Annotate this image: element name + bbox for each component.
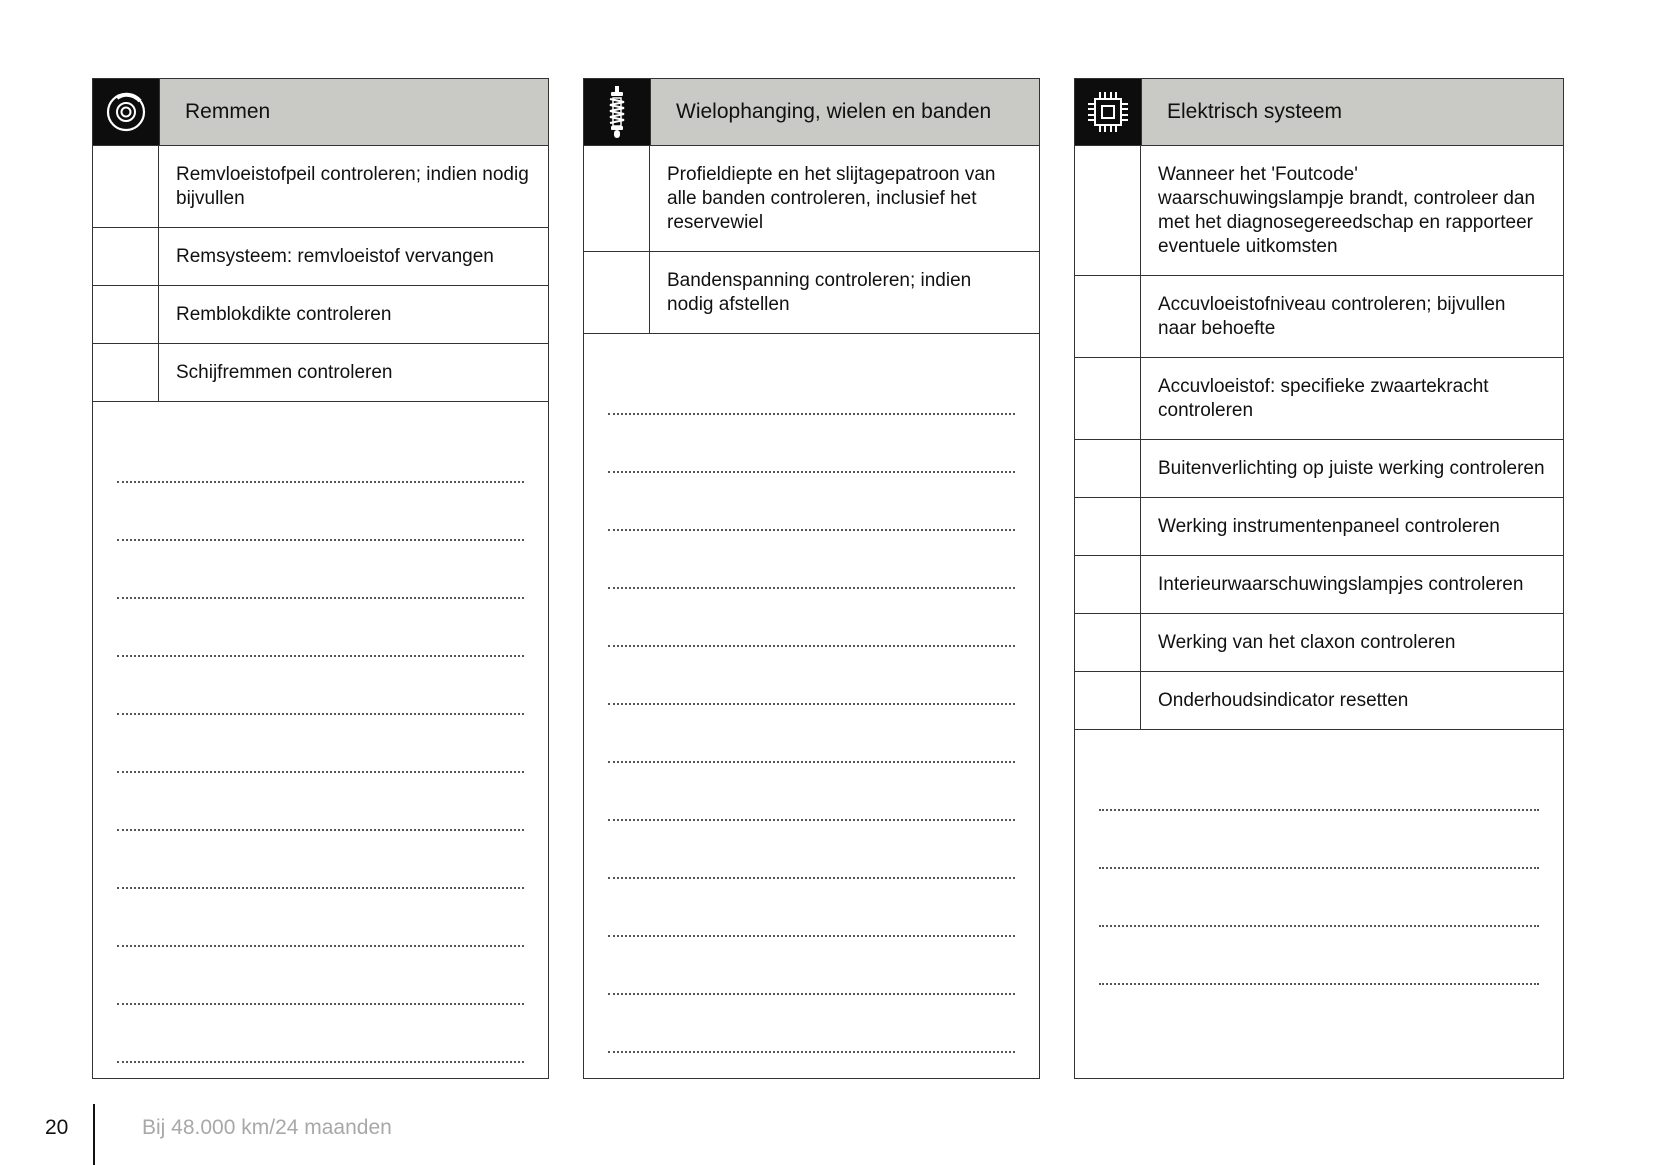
checklist-item-text: Werking instrumentenpaneel controleren <box>1158 516 1500 537</box>
note-line[interactable] <box>117 889 524 947</box>
checklist-row <box>93 228 548 286</box>
note-line[interactable] <box>1099 869 1539 927</box>
panel-header <box>93 79 548 146</box>
note-line[interactable] <box>608 531 1015 589</box>
checkbox-cell[interactable] <box>1075 146 1141 275</box>
checklist-row <box>1075 556 1563 614</box>
checklist-row <box>1075 146 1563 276</box>
note-line[interactable] <box>1099 927 1539 985</box>
note-line[interactable] <box>608 647 1015 705</box>
note-line[interactable] <box>608 995 1015 1053</box>
checkbox-cell[interactable] <box>93 286 159 343</box>
checkbox-cell[interactable] <box>1075 440 1141 497</box>
panel-header <box>1075 79 1563 146</box>
note-line[interactable] <box>117 483 524 541</box>
shock-absorber-icon <box>584 79 650 145</box>
page-number: 20 <box>45 1116 69 1139</box>
panel-title: Remmen <box>159 79 548 145</box>
note-line[interactable] <box>608 879 1015 937</box>
checklist-item-text: Bandenspanning controleren; indien nodig afstellen <box>667 270 972 315</box>
checklist-row <box>93 344 548 402</box>
checkbox-cell[interactable] <box>1075 614 1141 671</box>
checklist-item-text: Werking van het claxon controleren <box>1158 632 1456 653</box>
note-line[interactable] <box>117 773 524 831</box>
panel-title: Elektrisch systeem <box>1141 79 1563 145</box>
checkbox-cell[interactable] <box>584 146 650 251</box>
panel-header <box>584 79 1039 146</box>
notes-area <box>93 402 548 1063</box>
checklist-panel-wielophanging <box>583 78 1040 1079</box>
note-line[interactable] <box>117 1005 524 1063</box>
footer-section-text: Bij 48.000 km/24 maanden <box>142 1116 392 1139</box>
checkbox-cell[interactable] <box>584 252 650 333</box>
checkbox-cell[interactable] <box>1075 358 1141 439</box>
checkbox-cell[interactable] <box>1075 498 1141 555</box>
checklist-row <box>93 286 548 344</box>
checklist-item-text: Remsysteem: remvloeistof vervangen <box>176 246 494 267</box>
checkbox-cell[interactable] <box>1075 276 1141 357</box>
note-line[interactable] <box>117 657 524 715</box>
checklist-row <box>1075 614 1563 672</box>
note-line[interactable] <box>608 357 1015 415</box>
checklist-row <box>1075 498 1563 556</box>
note-line[interactable] <box>1099 753 1539 811</box>
checklist-item-text: Profieldiepte en het slijtagepatroon van alle banden controleren, inclusief het reservewiel <box>667 164 996 233</box>
note-line[interactable] <box>608 705 1015 763</box>
checklist-item-text: Interieurwaarschuwingslampjes controleren <box>1158 574 1524 595</box>
note-line[interactable] <box>117 831 524 889</box>
checklist-row <box>1075 276 1563 358</box>
note-line[interactable] <box>608 763 1015 821</box>
checkbox-cell[interactable] <box>93 146 159 227</box>
footer-divider <box>93 1104 95 1165</box>
checklist-item-text: Wanneer het 'Foutcode' waarschuwingslampje brandt, controleer dan met het diagnosegereedschap en rapporteer eventuele uitkomsten <box>1158 164 1536 257</box>
note-line[interactable] <box>117 715 524 773</box>
checklist-row <box>1075 672 1563 730</box>
checklist-panel-elektrisch <box>1074 78 1564 1079</box>
note-line[interactable] <box>608 937 1015 995</box>
checklist-row <box>93 146 548 228</box>
checklist-item-text: Accuvloeistofniveau controleren; bijvullen naar behoefte <box>1158 294 1506 339</box>
checklist-row <box>584 252 1039 334</box>
notes-area <box>584 334 1039 1053</box>
note-line[interactable] <box>117 599 524 657</box>
checkbox-cell[interactable] <box>1075 556 1141 613</box>
checklist-row <box>1075 358 1563 440</box>
panel-title: Wielophanging, wielen en banden <box>650 79 1039 145</box>
checklist-panel-remmen <box>92 78 549 1079</box>
notes-area <box>1075 730 1563 985</box>
note-line[interactable] <box>117 947 524 1005</box>
checkbox-cell[interactable] <box>93 344 159 401</box>
checklist-item-text: Onderhoudsindicator resetten <box>1158 690 1409 711</box>
note-line[interactable] <box>608 415 1015 473</box>
note-line[interactable] <box>608 821 1015 879</box>
checklist-row <box>584 146 1039 252</box>
note-line[interactable] <box>117 425 524 483</box>
checklist-item-text: Accuvloeistof: specifieke zwaartekracht controleren <box>1158 376 1489 421</box>
checklist-row <box>1075 440 1563 498</box>
checkbox-cell[interactable] <box>1075 672 1141 729</box>
note-line[interactable] <box>608 589 1015 647</box>
checklist-item-text: Buitenverlichting op juiste werking controleren <box>1158 458 1545 479</box>
note-line[interactable] <box>1099 811 1539 869</box>
brake-disc-icon <box>93 79 159 145</box>
checklist-item-text: Remblokdikte controleren <box>176 304 392 325</box>
checklist-item-text: Schijfremmen controleren <box>176 362 393 383</box>
checkbox-cell[interactable] <box>93 228 159 285</box>
note-line[interactable] <box>117 541 524 599</box>
chip-icon <box>1075 79 1141 145</box>
checklist-item-text: Remvloeistofpeil controleren; indien nodig bijvullen <box>176 164 529 209</box>
note-line[interactable] <box>608 473 1015 531</box>
